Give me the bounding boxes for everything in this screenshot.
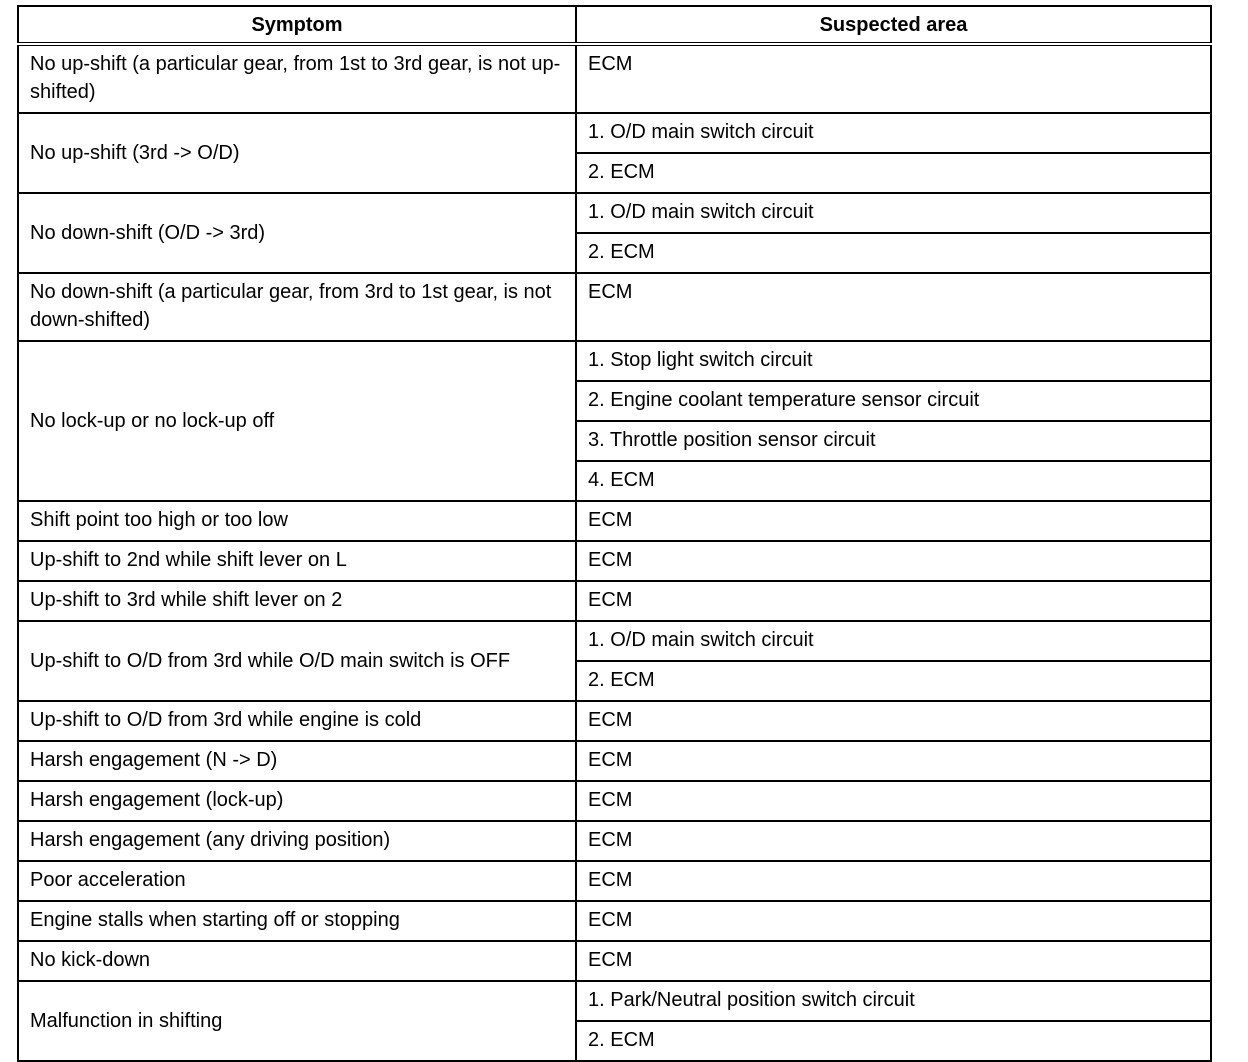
- table-row: [18, 193, 1211, 233]
- table-row: [18, 341, 1211, 381]
- table-row: [18, 781, 1211, 821]
- symptom-cell: No down-shift (O/D -> 3rd): [18, 193, 576, 273]
- suspected-area-cell: ECM: [576, 901, 1211, 941]
- symptom-cell: Poor acceleration: [18, 861, 576, 901]
- suspected-area-cell: 3. Throttle position sensor circuit: [576, 421, 1211, 461]
- suspected-area-cell: 2. ECM: [576, 153, 1211, 193]
- table-row: [18, 113, 1211, 153]
- symptom-column-header: Symptom: [18, 6, 576, 44]
- table-row: [18, 501, 1211, 541]
- table-row: [18, 701, 1211, 741]
- table-header-row: [18, 6, 1211, 44]
- table-row: [18, 541, 1211, 581]
- suspected-area-cell: 2. ECM: [576, 1021, 1211, 1061]
- suspected-area-cell: ECM: [576, 821, 1211, 861]
- symptom-cell: Up-shift to 3rd while shift lever on 2: [18, 581, 576, 621]
- suspected-area-cell: ECM: [576, 861, 1211, 901]
- table-row: [18, 581, 1211, 621]
- symptom-cell: Up-shift to 2nd while shift lever on L: [18, 541, 576, 581]
- symptom-cell: Harsh engagement (any driving position): [18, 821, 576, 861]
- table-row: [18, 44, 1211, 113]
- table-row: [18, 941, 1211, 981]
- suspected-area-cell: 2. Engine coolant temperature sensor circuit: [576, 381, 1211, 421]
- suspected-area-cell: ECM: [576, 541, 1211, 581]
- symptom-cell: No kick-down: [18, 941, 576, 981]
- suspected-area-cell: ECM: [576, 781, 1211, 821]
- symptom-cell: Harsh engagement (N -> D): [18, 741, 576, 781]
- symptom-cell: Malfunction in shifting: [18, 981, 576, 1061]
- suspected-area-cell: 1. Stop light switch circuit: [576, 341, 1211, 381]
- suspected-area-cell: 2. ECM: [576, 661, 1211, 701]
- troubleshooting-table-container: [17, 5, 1210, 1062]
- symptom-cell: Shift point too high or too low: [18, 501, 576, 541]
- table-body: [18, 44, 1211, 1061]
- suspected-area-cell: ECM: [576, 941, 1211, 981]
- symptom-cell: Harsh engagement (lock-up): [18, 781, 576, 821]
- table-row: [18, 901, 1211, 941]
- table-row: [18, 981, 1211, 1021]
- symptom-cell: Engine stalls when starting off or stopping: [18, 901, 576, 941]
- suspected-area-column-header: Suspected area: [576, 6, 1211, 44]
- table-row: [18, 741, 1211, 781]
- table-row: [18, 621, 1211, 661]
- table-row: [18, 821, 1211, 861]
- symptom-cell: No down-shift (a particular gear, from 3rd to 1st gear, is not down-shifted): [18, 273, 576, 341]
- symptom-cell: Up-shift to O/D from 3rd while O/D main switch is OFF: [18, 621, 576, 701]
- suspected-area-cell: 1. Park/Neutral position switch circuit: [576, 981, 1211, 1021]
- symptom-cell: No lock-up or no lock-up off: [18, 341, 576, 501]
- suspected-area-cell: 1. O/D main switch circuit: [576, 113, 1211, 153]
- suspected-area-cell: ECM: [576, 273, 1211, 341]
- symptom-cell: No up-shift (3rd -> O/D): [18, 113, 576, 193]
- troubleshooting-table: [17, 5, 1212, 1062]
- suspected-area-cell: ECM: [576, 501, 1211, 541]
- suspected-area-cell: ECM: [576, 741, 1211, 781]
- suspected-area-cell: 1. O/D main switch circuit: [576, 193, 1211, 233]
- suspected-area-cell: ECM: [576, 581, 1211, 621]
- suspected-area-cell: ECM: [576, 44, 1211, 113]
- suspected-area-cell: 2. ECM: [576, 233, 1211, 273]
- suspected-area-cell: 4. ECM: [576, 461, 1211, 501]
- suspected-area-cell: ECM: [576, 701, 1211, 741]
- table-row: [18, 861, 1211, 901]
- symptom-cell: Up-shift to O/D from 3rd while engine is cold: [18, 701, 576, 741]
- suspected-area-cell: 1. O/D main switch circuit: [576, 621, 1211, 661]
- symptom-cell: No up-shift (a particular gear, from 1st to 3rd gear, is not up-shifted): [18, 44, 576, 113]
- table-row: [18, 273, 1211, 341]
